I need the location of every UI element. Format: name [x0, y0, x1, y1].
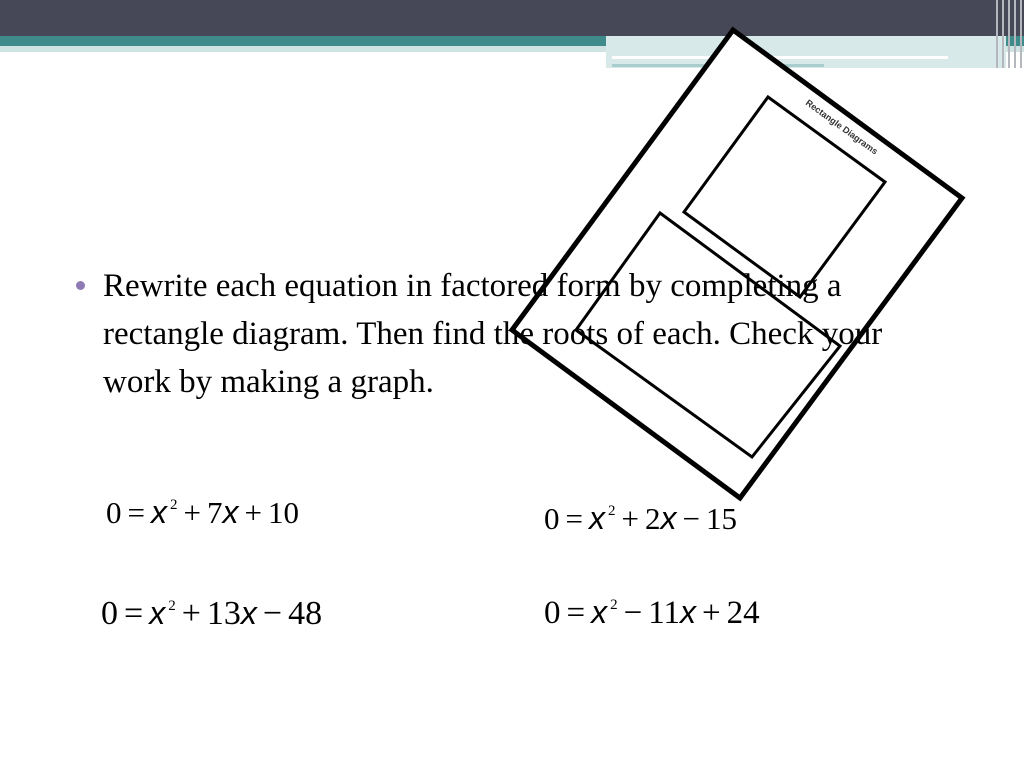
worksheet-title: Rectangle Diagrams	[803, 97, 880, 157]
equation-2: 0 = x $^2$ + 2x − 15	[544, 500, 737, 536]
bullet-text: Rewrite each equation in factored form by completing a rectangle diagram. Then find the roots of each. Check your work by making a graph.	[103, 268, 883, 400]
bullet-dot-icon	[76, 281, 85, 290]
equation-3: 0 = x $^2$ + 13x − 48	[101, 595, 323, 632]
equation-1: 0 = x $^2$ + 7x + 10	[106, 494, 299, 530]
bullet-list	[76, 262, 926, 406]
bullet-item	[76, 262, 926, 406]
equation-4: 0 = x $^2$ − 11x + 24	[544, 594, 760, 631]
